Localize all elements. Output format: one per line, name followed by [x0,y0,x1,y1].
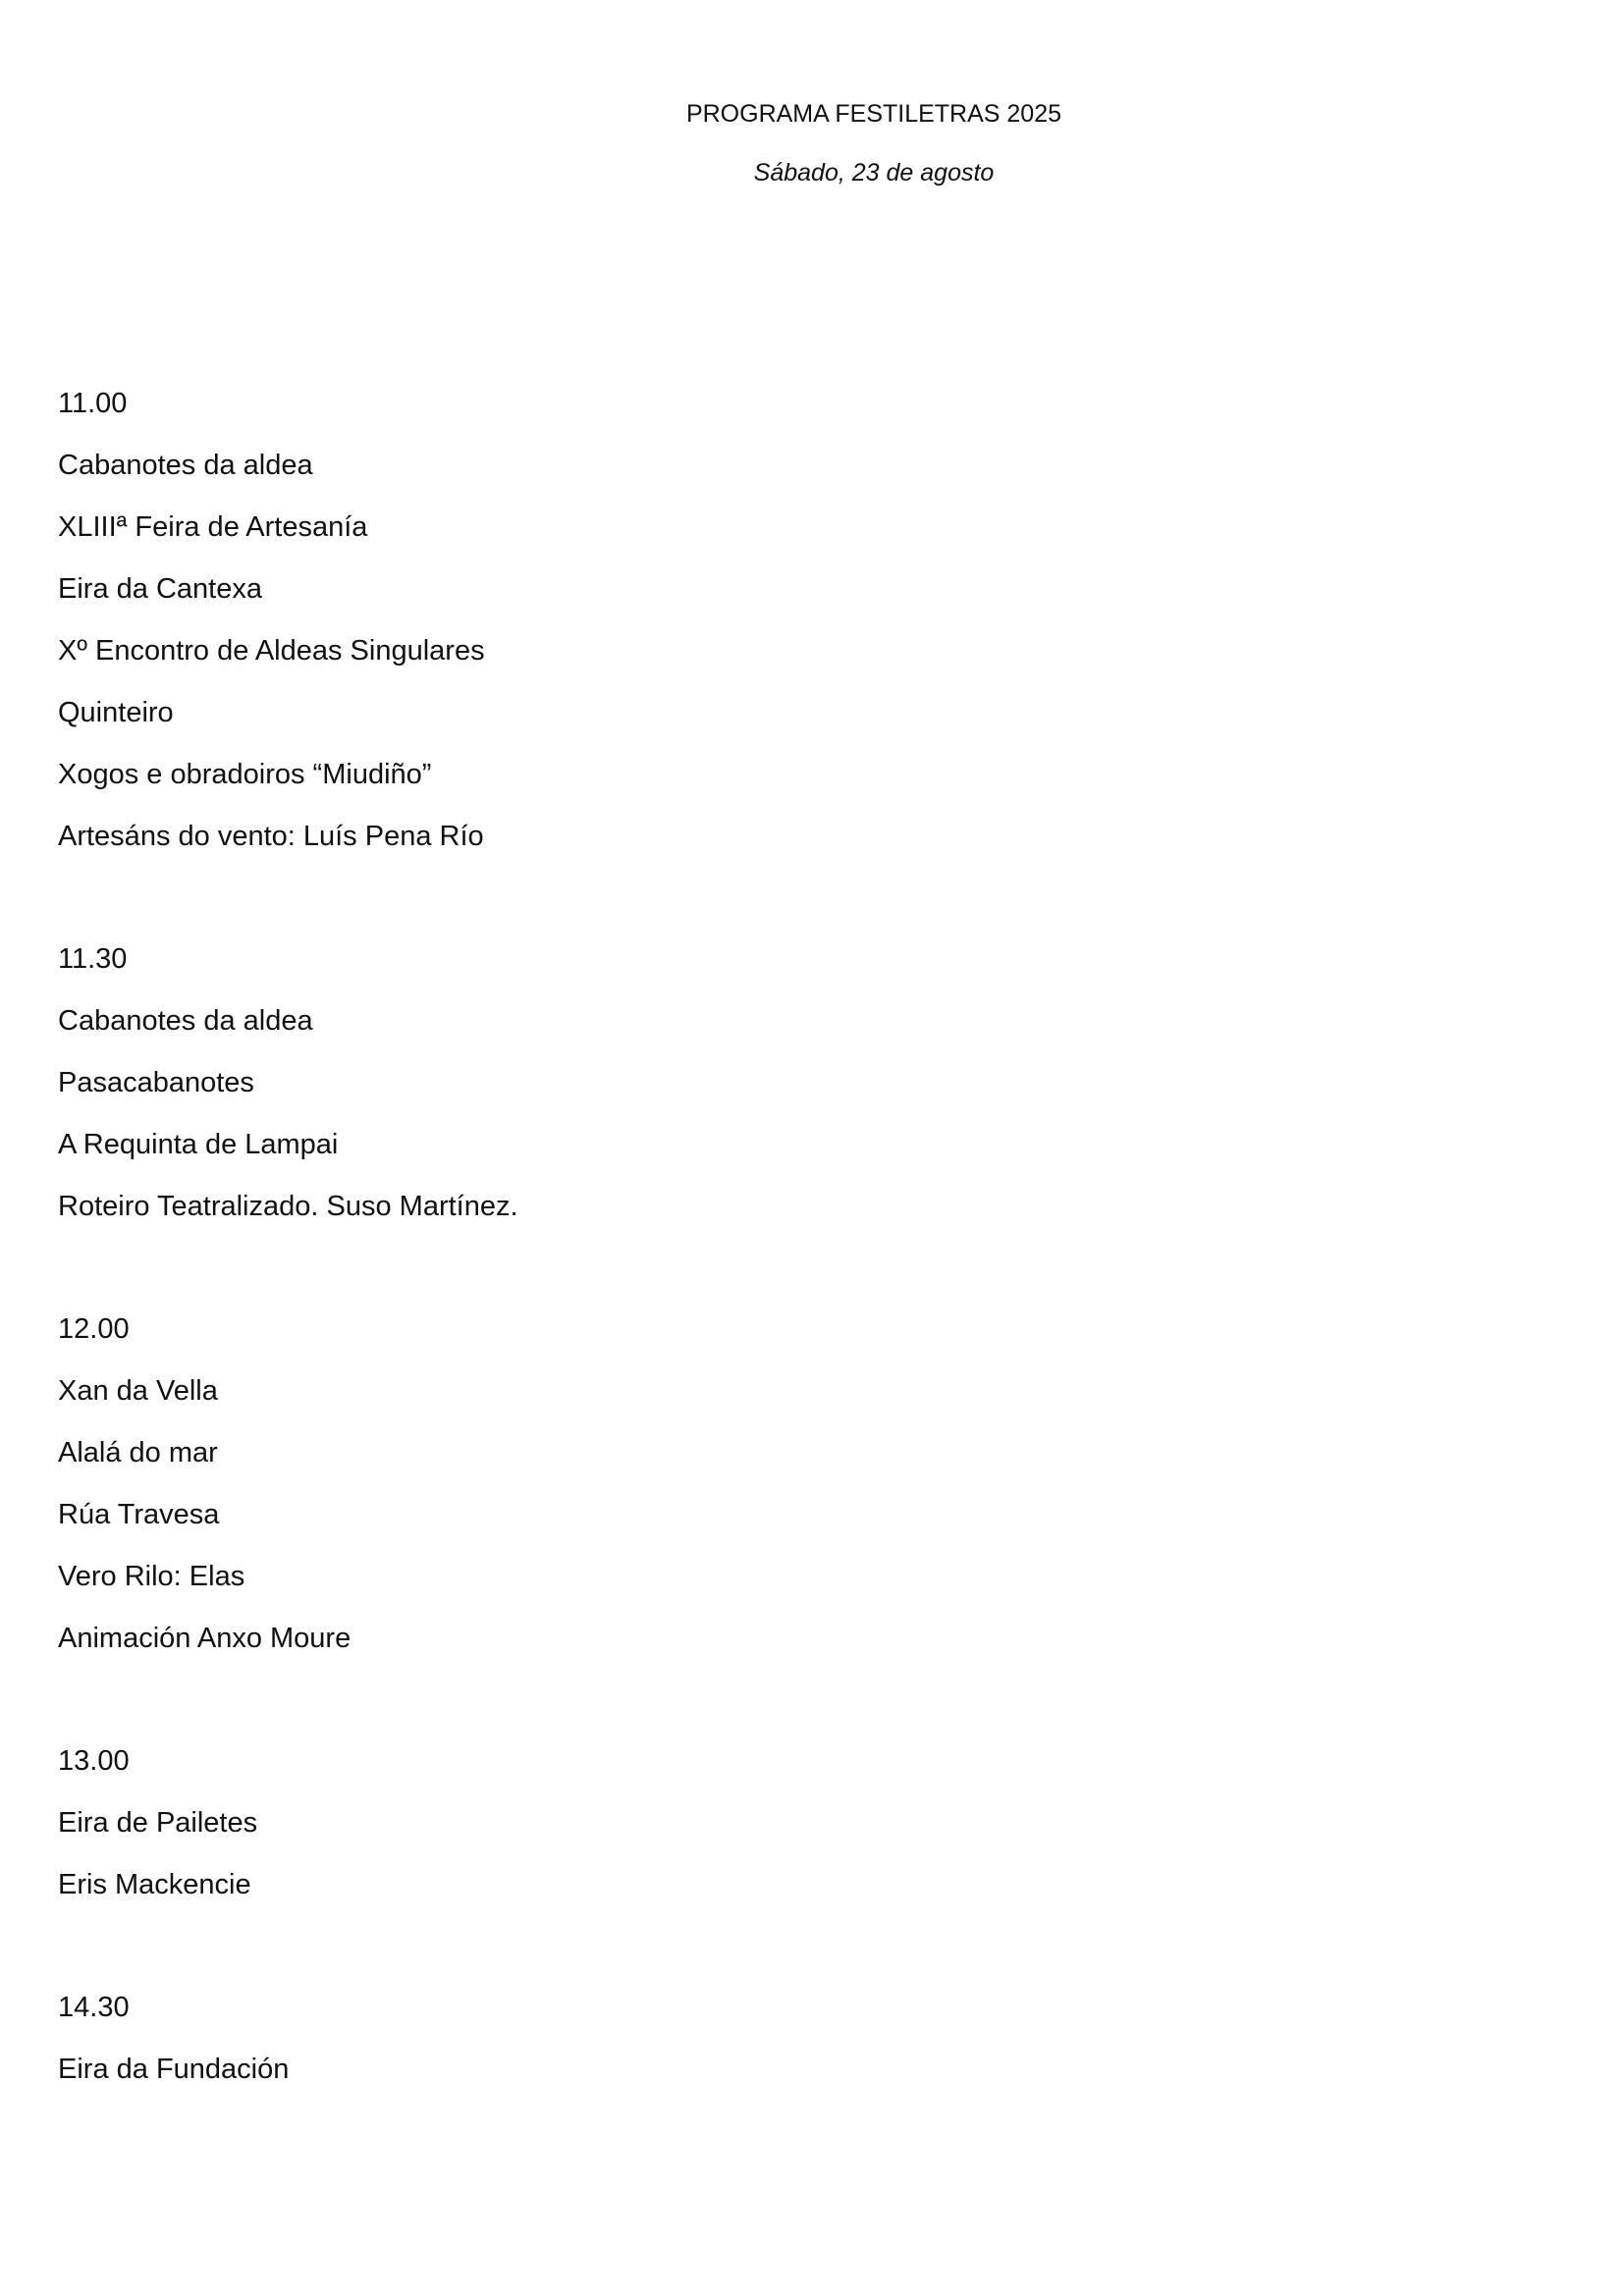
event-list [58,2039,1531,2101]
event-item: Eira de Pailetes [58,1807,258,1839]
event-item: Eris Mackencie [58,1869,251,1900]
event-item: Animación Anxo Moure [58,1623,352,1654]
event-item: Vero Rilo: Elas [58,1561,245,1592]
time-label: 12.00 [58,1313,130,1345]
event-list [58,435,1531,868]
time-block-1130 [58,929,1531,1238]
event-item: A Requinta de Lampai [58,1129,339,1160]
time-block-1430 [58,1977,1531,2101]
document-title: PROGRAMA FESTILETRAS 2025 [685,100,1062,128]
event-item: Cabanotes da aldea [58,450,313,481]
event-item: Roteiro Teatralizado. Suso Martínez. [58,1191,518,1222]
time-block-1300 [58,1731,1531,1916]
schedule [58,373,1531,2101]
time-block-1100 [58,373,1531,868]
document-subtitle: Sábado, 23 de agosto [753,159,995,187]
time-block-1200 [58,1299,1531,1670]
event-list [58,1361,1531,1670]
event-item: Quinteiro [58,697,174,728]
time-label: 11.00 [58,388,128,419]
time-label: 11.30 [58,943,128,975]
event-item: Xan da Vella [58,1375,218,1407]
event-list [58,1792,1531,1916]
event-item: Eira da Fundación [58,2054,290,2085]
event-item: XLIIIª Feira de Artesanía [58,511,368,543]
time-label: 14.30 [58,1992,130,2023]
event-item: Pasacabanotes [58,1067,254,1098]
event-list [58,990,1531,1238]
event-item: Alalá do mar [58,1437,218,1468]
event-item: Xogos e obradoiros “Miudiño” [58,759,432,790]
event-item: Cabanotes da aldea [58,1005,313,1037]
event-item: Artesáns do vento: Luís Pena Río [58,821,484,852]
event-item: Eira da Cantexa [58,573,262,605]
time-label: 13.00 [58,1745,130,1777]
event-item: Xº Encontro de Aldeas Singulares [58,635,485,667]
event-item: Rúa Travesa [58,1499,220,1530]
